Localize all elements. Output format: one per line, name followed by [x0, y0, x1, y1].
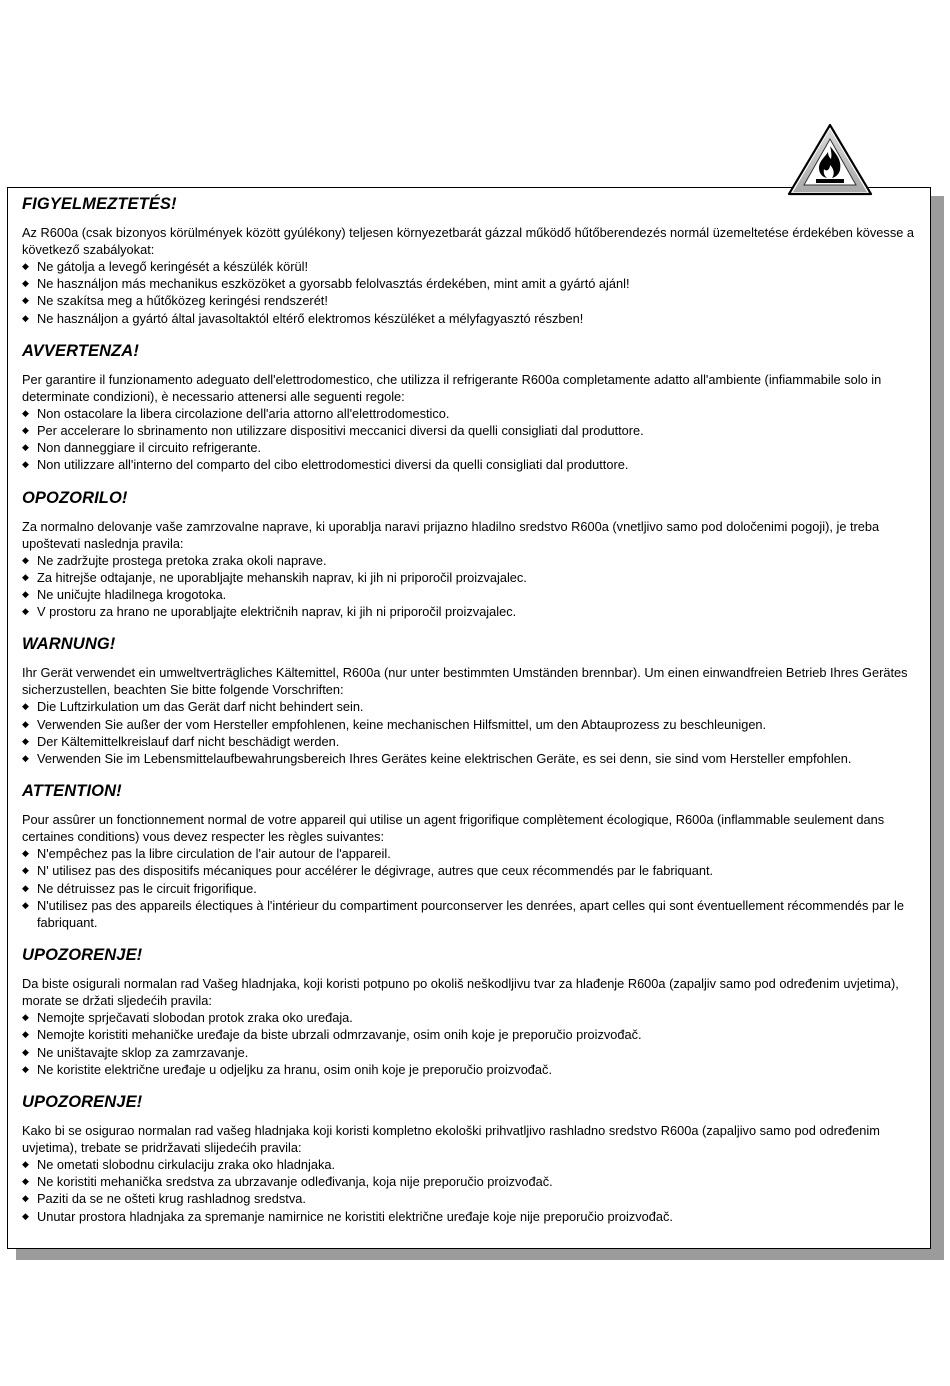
- diamond-bullet-icon: ◆: [22, 1029, 29, 1040]
- diamond-bullet-icon: ◆: [22, 459, 29, 470]
- rule-list: [22, 552, 916, 621]
- list-item: ◆ Non danneggiare il circuito refrigerante.: [22, 440, 262, 456]
- list-item: ◆ V prostoru za hrano ne uporabljajte električnih naprav, ki jih ni priporočil proizvajalec.: [22, 604, 517, 620]
- list-item: ◆ Ne ometati slobodnu cirkulaciju zraka oko hladnjaka.: [22, 1157, 336, 1173]
- rule-list: [22, 1009, 916, 1078]
- list-item: ◆ Ne szakítsa meg a hűtőközeg keringési rendszerét!: [22, 293, 328, 309]
- diamond-bullet-icon: ◆: [22, 261, 29, 271]
- diamond-bullet-icon: ◆: [22, 848, 29, 859]
- diamond-bullet-icon: ◆: [22, 295, 29, 306]
- flammable-warning-icon: [786, 122, 874, 198]
- warning-section-de: [22, 634, 916, 767]
- section-intro: Az R600a (csak bizonyos körülmények között gyúlékony) teljesen környezetbarát gázzal működő hűtőberendezés normál üzemeltetése érdekében kövesse a következő szabályokat:: [22, 225, 915, 257]
- section-intro: Kako bi se osigurao normalan rad vašeg hladnjaka koji koristi kompletno ekološki prihvatljivo rashladno sredstvo R600a (zapaljivo samo pod određenim uvjetima), trebate se pridržavati slijedećih pravila:: [22, 1123, 880, 1156]
- list-item: ◆ N'utilisez pas des appareils électiques à l'intérieur du compartiment pourconserver les denrées, apart celles qui sont éventuellement récommendés par le fabriquant.: [22, 897, 904, 931]
- warning-box: [7, 187, 931, 1249]
- diamond-bullet-icon: ◆: [22, 899, 29, 910]
- diamond-bullet-icon: ◆: [22, 442, 29, 453]
- list-item: ◆ Nemojte sprječavati slobodan protok zraka oko uređaja.: [22, 1010, 353, 1026]
- list-item: ◆ Ne használjon a gyártó által javasoltaktól eltérő elektromos készüléket a mélyfagyasztó részben!: [22, 310, 584, 326]
- section-heading: WARNUNG!: [22, 635, 116, 654]
- diamond-bullet-icon: ◆: [22, 407, 29, 418]
- diamond-bullet-icon: ◆: [22, 1159, 29, 1170]
- section-intro: Pour assûrer un fonctionnement normal de votre appareil qui utilise un agent frigorifique complètement écologique, R600a (inflammable seulement dans certaines conditions) vous devez respecter les règles suivantes:: [22, 812, 885, 845]
- diamond-bullet-icon: ◆: [22, 1210, 29, 1221]
- list-item: ◆ Ne használjon más mechanikus eszközöket a gyorsabb felolvasztás érdekében, mint amit a gyártó ajánl!: [22, 276, 630, 292]
- diamond-bullet-icon: ◆: [22, 571, 29, 582]
- warning-section-it: [22, 341, 916, 474]
- diamond-bullet-icon: ◆: [22, 312, 29, 323]
- diamond-bullet-icon: ◆: [22, 701, 29, 712]
- diamond-bullet-icon: ◆: [22, 718, 29, 729]
- list-item: ◆ Ne gátolja a levegő keringését a készülék körül!: [22, 259, 309, 274]
- diamond-bullet-icon: ◆: [22, 753, 29, 764]
- diamond-bullet-icon: ◆: [22, 425, 29, 436]
- section-heading: AVVERTENZA!: [22, 341, 139, 360]
- section-heading: UPOZORENJE!: [22, 1093, 143, 1112]
- section-heading: FIGYELMEZTETÉS!: [22, 195, 177, 213]
- list-item: ◆ Ne détruissez pas le circuit frigorifique.: [22, 880, 257, 896]
- diamond-bullet-icon: ◆: [22, 1176, 29, 1187]
- list-item: ◆ Non ostacolare la libera circolazione dell'aria attorno all'elettrodomestico.: [22, 405, 450, 421]
- diamond-bullet-icon: ◆: [22, 1063, 29, 1074]
- list-item: ◆ Verwenden Sie im Lebensmittelaufbewahrungsbereich Ihres Gerätes keine elektrischen Geräte, es sei denn, sie sind vom Hersteller empfohlen.: [22, 751, 852, 767]
- section-heading: ATTENTION!: [22, 782, 122, 801]
- warning-section-hu: [22, 194, 916, 327]
- warning-section-hr-2: [22, 1092, 916, 1225]
- rule-list: [22, 258, 916, 327]
- list-item: ◆ Paziti da se ne ošteti krug rashladnog sredstva.: [22, 1191, 306, 1207]
- rule-list: [22, 698, 916, 767]
- diamond-bullet-icon: ◆: [22, 1012, 29, 1023]
- diamond-bullet-icon: ◆: [22, 735, 29, 746]
- list-item: ◆ Der Kältemittelkreislauf darf nicht beschädigt werden.: [22, 733, 340, 749]
- list-item: ◆ Ne koristite električne uređaje u odjeljku za hranu, osim onih koje je preporučio proizvođač.: [22, 1061, 552, 1077]
- warning-section-fr: [22, 781, 916, 931]
- section-intro: Ihr Gerät verwendet ein umweltverträgliches Kältemittel, R600a (nur unter bestimmten Umständen brennbar). Um einen einwandfreien Betrieb Ihres Gerätes sicherzustellen, beachten Sie bitte folgende Vorschriften:: [22, 665, 908, 698]
- diamond-bullet-icon: ◆: [22, 882, 29, 893]
- list-item: ◆ Die Luftzirkulation um das Gerät darf nicht behindert sein.: [22, 699, 364, 715]
- section-heading: UPOZORENJE!: [22, 946, 143, 965]
- list-item: ◆ Nemojte koristiti mehaničke uređaje da biste ubrzali odmrzavanje, osim onih koje je preporučio proizvođač.: [22, 1027, 642, 1043]
- diamond-bullet-icon: ◆: [22, 606, 29, 617]
- diamond-bullet-icon: ◆: [22, 865, 29, 876]
- list-item: ◆ Ne zadržujte prostega pretoka zraka okoli naprave.: [22, 552, 327, 568]
- list-item: ◆ Unutar prostora hladnjaka za spremanje namirnice ne koristiti električne uređaje koje nije preporučio proizvođač.: [22, 1208, 673, 1224]
- section-intro: Per garantire il funzionamento adeguato dell'elettrodomestico, che utilizza il refrigerante R600a completamente adatto all'ambiente (infiammabile solo in determinate condizioni), è necessario attenersi alle seguenti regole:: [22, 371, 882, 404]
- list-item: ◆ Za hitrejše odtajanje, ne uporabljajte mehanskih naprav, ki jih ni priporočil proizvajalec.: [22, 569, 527, 585]
- rule-list: [22, 405, 916, 474]
- diamond-bullet-icon: ◆: [22, 1193, 29, 1204]
- list-item: ◆ N' utilisez pas des dispositifs mécaniques pour accélérer le dégivrage, autres que ceux récommendés par le fabriquant.: [22, 863, 714, 879]
- section-heading: OPOZORILO!: [22, 488, 128, 507]
- list-item: ◆ Non utilizzare all'interno del comparto del cibo elettrodomestici diversi da quelli consigliati dal produttore.: [22, 457, 629, 473]
- section-intro: Da biste osigurali normalan rad Vašeg hladnjaka, koji koristi potpuno po okoliš neškodljivu tvar za hlađenje R600a (zapaljiv samo pod određenim uvjetima), morate se držati sljedećih pravila:: [22, 976, 899, 1009]
- diamond-bullet-icon: ◆: [22, 278, 29, 289]
- diamond-bullet-icon: ◆: [22, 554, 29, 565]
- list-item: ◆ N'empêchez pas la libre circulation de l'air autour de l'appareil.: [22, 846, 391, 862]
- warning-section-sl: [22, 488, 916, 621]
- section-intro: Za normalno delovanje vaše zamrzovalne naprave, ki uporablja naravi prijazno hladilno sredstvo R600a (vnetljivo samo pod določenimi pogoji), je treba upoštevati naslednja pravila:: [22, 518, 880, 551]
- rule-list: [22, 845, 916, 931]
- rule-list: [22, 1156, 916, 1225]
- warning-section-hr-1: [22, 945, 916, 1078]
- list-item: ◆ Ne koristiti mehanička sredstva za ubrzavanje odleđivanja, koja nije preporučio proizvođač.: [22, 1174, 553, 1190]
- diamond-bullet-icon: ◆: [22, 1046, 29, 1057]
- diamond-bullet-icon: ◆: [22, 589, 29, 600]
- list-item: ◆ Verwenden Sie außer der vom Hersteller empfohlenen, keine mechanischen Hilfsmittel, um den Abtauprozess zu beschleunigen.: [22, 716, 767, 732]
- list-item: ◆ Ne uništavajte sklop za zamrzavanje.: [22, 1044, 249, 1060]
- list-item: ◆ Per accelerare lo sbrinamento non utilizzare dispositivi meccanici diversi da quelli consigliati dal produttore.: [22, 423, 644, 439]
- list-item: ◆ Ne uničujte hladilnega krogotoka.: [22, 587, 227, 603]
